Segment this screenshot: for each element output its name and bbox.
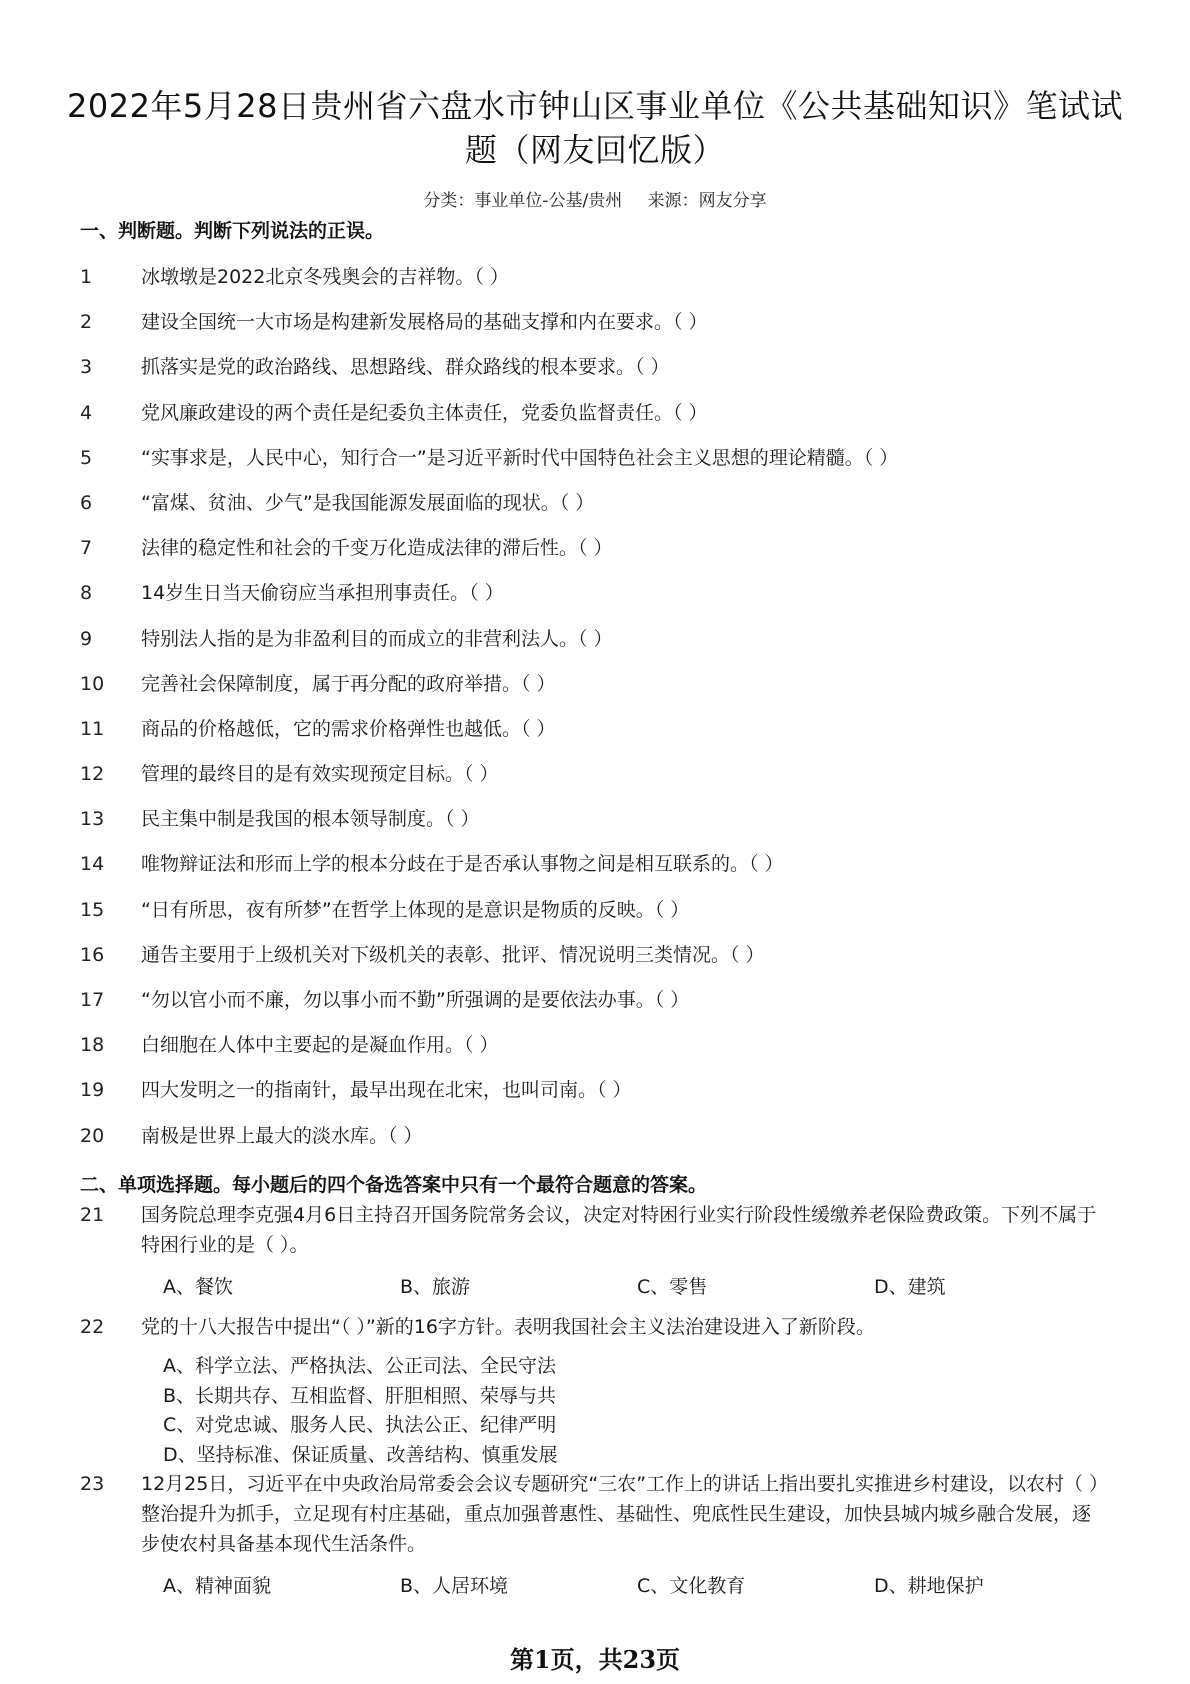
question-text: 完善社会保障制度，属于再分配的政府举措。（ ） bbox=[141, 672, 556, 695]
question-number: 9 bbox=[80, 627, 93, 650]
question-text: 民主集中制是我国的根本领导制度。（ ） bbox=[141, 808, 480, 831]
question-text: 商品的价格越低，它的需求价格弹性也越低。（ ） bbox=[141, 717, 556, 740]
question-number: 6 bbox=[80, 491, 93, 514]
question-number: 12 bbox=[80, 763, 105, 786]
option-c: C、对党忠诚、服务人民、执法公正、纪律严明 bbox=[163, 1414, 557, 1436]
question-number: 15 bbox=[80, 898, 105, 921]
question-item bbox=[80, 443, 1110, 488]
option-row bbox=[163, 1272, 1120, 1302]
choice-question-22 bbox=[80, 1312, 1120, 1470]
question-text: “日有所思，夜有所梦”在哲学上体现的是意识是物质的反映。（ ） bbox=[141, 898, 690, 921]
question-item bbox=[80, 352, 1110, 397]
option-b: B、长期共存、互相监督、肝胆相照、荣辱与共 bbox=[163, 1384, 557, 1407]
option-row bbox=[163, 1571, 1120, 1601]
question-number: 10 bbox=[80, 672, 105, 695]
question-text: 冰墩墩是2022北京冬残奥会的吉祥物。（ ） bbox=[141, 266, 509, 288]
option-a: A、精神面貌 bbox=[163, 1575, 271, 1597]
question-text: 管理的最终目的是有效实现预定目标。（ ） bbox=[141, 763, 499, 786]
question-item bbox=[80, 985, 1110, 1030]
question-item bbox=[80, 488, 1110, 533]
option-c: C、零售 bbox=[637, 1276, 708, 1298]
question-number: 5 bbox=[80, 446, 93, 469]
question-text: 12月25日，习近平在中央政治局常委会会议专题研究“三农”工作上的讲话上指出要扎实推进乡村建设，以农村（ ）整治提升为抓手，立足现有村庄基础，重点加强普惠性、基础性、兜底性民生建设，加快县城内城乡融合发展，逐步使农村具备基本现代生活条件。 bbox=[141, 1473, 1099, 1555]
question-item bbox=[80, 849, 1110, 894]
question-text: 四大发明之一的指南针，最早出现在北宋，也叫司南。（ ） bbox=[141, 1079, 632, 1102]
question-text: 党风廉政建设的两个责任是纪委负主体责任，党委负监督责任。（ ） bbox=[141, 401, 708, 424]
question-number: 16 bbox=[80, 943, 105, 966]
choice-question-21 bbox=[80, 1200, 1120, 1302]
question-number: 22 bbox=[80, 1316, 105, 1338]
source-label: 来源：网友分享 bbox=[647, 191, 767, 211]
question-item bbox=[80, 398, 1110, 443]
question-item bbox=[80, 1030, 1110, 1075]
question-item bbox=[80, 533, 1110, 578]
option-b: B、旅游 bbox=[400, 1276, 471, 1298]
option-a: A、科学立法、严格执法、公正司法、全民守法 bbox=[163, 1355, 556, 1377]
question-text: 抓落实是党的政治路线、思想路线、群众路线的根本要求。（ ） bbox=[141, 356, 670, 379]
question-item bbox=[80, 624, 1110, 669]
judgment-list bbox=[80, 262, 1110, 1166]
question-number: 4 bbox=[80, 401, 93, 424]
question-item bbox=[80, 262, 1110, 307]
option-list bbox=[163, 1352, 1120, 1470]
question-number: 2 bbox=[80, 311, 93, 334]
question-number: 11 bbox=[80, 717, 105, 740]
question-item bbox=[80, 940, 1110, 985]
question-text: 通告主要用于上级机关对下级机关的表彰、批评、情况说明三类情况。（ ） bbox=[141, 943, 765, 966]
question-item bbox=[80, 714, 1110, 759]
question-item bbox=[80, 1075, 1110, 1120]
section-1-heading: 一、判断题。判断下列说法的正误。 bbox=[80, 220, 385, 242]
option-d: D、耕地保护 bbox=[874, 1575, 984, 1597]
question-number: 13 bbox=[80, 808, 105, 831]
question-number: 19 bbox=[80, 1079, 105, 1102]
page-footer: 第1页，共23页 bbox=[509, 1645, 681, 1674]
question-text: 白细胞在人体中主要起的是凝血作用。（ ） bbox=[141, 1034, 499, 1057]
question-item bbox=[80, 895, 1110, 940]
meta-line bbox=[0, 186, 1190, 211]
question-item bbox=[80, 759, 1110, 804]
question-text: 国务院总理李克强4月6日主持召开国务院常务会议，决定对特困行业实行阶段性缓缴养老保险费政策。下列不属于特困行业的是（ ）。 bbox=[141, 1204, 1097, 1256]
category-label: 分类：事业单位-公基/贵州 bbox=[423, 191, 623, 211]
question-item bbox=[80, 578, 1110, 623]
question-number: 14 bbox=[80, 853, 105, 876]
question-number: 17 bbox=[80, 989, 105, 1011]
question-text: 唯物辩证法和形而上学的根本分歧在于是否承认事物之间是相互联系的。（ ） bbox=[141, 853, 784, 876]
question-stem bbox=[80, 1469, 1120, 1559]
question-number: 7 bbox=[80, 537, 93, 560]
question-item bbox=[80, 669, 1110, 714]
section-2-heading: 二、单项选择题。每小题后的四个备选答案中只有一个最符合题意的答案。 bbox=[80, 1174, 708, 1196]
question-stem bbox=[80, 1200, 1120, 1260]
question-text: “勿以官小而不廉，勿以事小而不勤”所强调的是要依法办事。（ ） bbox=[141, 989, 690, 1011]
choice-question-23 bbox=[80, 1469, 1120, 1601]
question-text: 南极是世界上最大的淡水库。（ ） bbox=[141, 1124, 423, 1147]
option-d: D、坚持标准、保证质量、改善结构、慎重发展 bbox=[163, 1443, 558, 1466]
question-item bbox=[80, 804, 1110, 849]
question-number: 8 bbox=[80, 582, 93, 605]
question-text: 建设全国统一大市场是构建新发展格局的基础支撑和内在要求。（ ） bbox=[141, 311, 708, 334]
question-number: 1 bbox=[80, 266, 93, 288]
question-number: 21 bbox=[80, 1204, 105, 1226]
option-d: D、建筑 bbox=[874, 1276, 946, 1298]
question-number: 18 bbox=[80, 1034, 105, 1057]
question-stem bbox=[80, 1312, 1120, 1342]
page-title: 2022年5月28日贵州省六盘水市钟山区事业单位《公共基础知识》笔试试题（网友回忆版） bbox=[66, 87, 1124, 169]
question-text: 特别法人指的是为非盈利目的而成立的非营利法人。（ ） bbox=[141, 627, 613, 650]
question-text: “实事求是，人民中心，知行合一”是习近平新时代中国特色社会主义思想的理论精髓。（ ） bbox=[141, 446, 899, 469]
option-a: A、餐饮 bbox=[163, 1276, 233, 1298]
question-text: 法律的稳定性和社会的千变万化造成法律的滞后性。（ ） bbox=[141, 537, 613, 560]
question-number: 20 bbox=[80, 1124, 105, 1147]
question-number: 23 bbox=[80, 1473, 105, 1495]
option-c: C、文化教育 bbox=[637, 1575, 746, 1597]
question-number: 3 bbox=[80, 356, 93, 379]
question-text: “富煤、贫油、少气”是我国能源发展面临的现状。（ ） bbox=[141, 491, 595, 514]
question-text: 14岁生日当天偷窃应当承担刑事责任。（ ） bbox=[141, 582, 504, 605]
question-item bbox=[80, 307, 1110, 352]
question-item bbox=[80, 1121, 1110, 1166]
option-b: B、人居环境 bbox=[400, 1575, 509, 1597]
question-text: 党的十八大报告中提出“（ ）”新的16字方针。表明我国社会主义法治建设进入了新阶段。 bbox=[141, 1316, 875, 1338]
